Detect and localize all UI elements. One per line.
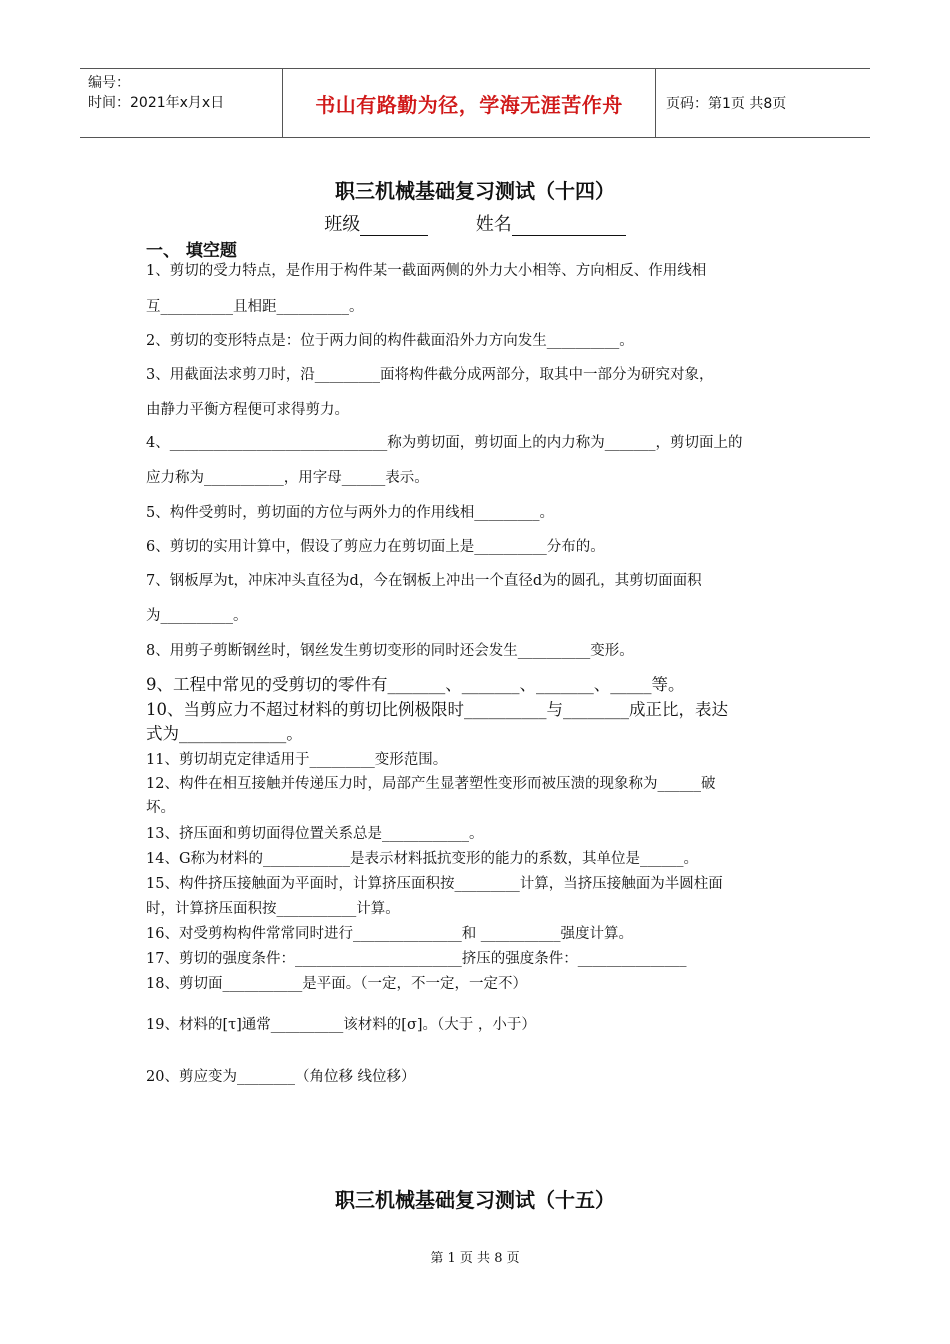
question-17: 17、剪切的强度条件：_______________________挤压的强度条件：_______________: [146, 951, 687, 967]
question-3-line-1: 3、用截面法求剪刀时，沿_________面将构件截分成两部分，取其中一部分为研究对象，: [146, 367, 714, 383]
class-label: 班级: [324, 214, 361, 235]
question-13: 13、挤压面和剪切面得位置关系总是____________。: [146, 826, 484, 842]
question-15-line-2: 时，计算挤压面积按___________计算。: [146, 901, 400, 917]
question-19: 19、材料的[τ]通常__________该材料的[σ]。（大于 ，小于）: [146, 1017, 536, 1033]
header-page-info: 页码：第1页 共8页: [666, 96, 787, 112]
question-9: 9、工程中常见的受剪切的零件有_______、_______、_______、_____等。: [146, 675, 685, 694]
question-20: 20、剪应变为________（角位移 线位移）: [146, 1069, 416, 1085]
question-5: 5、构件受剪时，剪切面的方位与两外力的作用线相_________。: [146, 505, 554, 521]
question-12-line-1: 12、构件在相互接触并传递压力时，局部产生显著塑性变形而被压溃的现象称为______破: [146, 776, 716, 792]
class-blank: [360, 217, 428, 236]
number-label: 编号：: [88, 75, 130, 91]
question-4-line-2: 应力称为___________，用字母______表示。: [146, 470, 429, 486]
section-heading: 一、 填空题: [146, 241, 237, 261]
question-1-line-1: 1、剪切的受力特点，是作用于构件某一截面两侧的外力大小相等、方向相反、作用线相: [146, 263, 707, 279]
question-3-line-2: 由静力平衡方程便可求得剪力。: [146, 402, 349, 418]
header-left: [80, 69, 282, 137]
question-11: 11、剪切胡克定律适用于_________变形范围。: [146, 752, 448, 768]
header-motto: 书山有路勤为径，学海无涯苦作舟: [282, 69, 656, 137]
question-2: 2、剪切的变形特点是：位于两力间的构件截面沿外力方向发生__________。: [146, 333, 634, 349]
class-name-line: [0, 210, 950, 236]
question-8: 8、用剪子剪断钢丝时，钢丝发生剪切变形的同时还会发生__________变形。: [146, 643, 634, 659]
page-footer: 第 1 页 共 8 页: [430, 1251, 520, 1266]
question-14: 14、G称为材料的____________是表示材料抵抗变形的能力的系数，其单位是______。: [146, 851, 699, 867]
question-4-line-1: 4、______________________________称为剪切面，剪切面上的内力称为_______，剪切面上的: [146, 435, 743, 451]
question-6: 6、剪切的实用计算中，假设了剪应力在剪切面上是__________分布的。: [146, 539, 605, 555]
question-16: 16、对受剪构构件常常同时进行_______________和 ___________强度计算。: [146, 926, 634, 942]
name-label: 姓名: [475, 214, 512, 235]
page-header: [80, 68, 870, 138]
question-7-line-2: 为__________。: [146, 608, 248, 624]
question-15-line-1: 15、构件挤压接触面为平面时，计算挤压面积按_________计算，当挤压接触面为半圆柱面: [146, 876, 723, 892]
page-title: 职三机械基础复习测试（十四）: [335, 179, 615, 203]
question-7-line-1: 7、钢板厚为t，冲床冲头直径为d，今在钢板上冲出一个直径d为的圆孔，其剪切面面积: [146, 573, 702, 589]
next-test-title: 职三机械基础复习测试（十五）: [335, 1188, 615, 1212]
time-label: 时间：2021年x月x日: [88, 95, 225, 111]
question-18: 18、剪切面___________是平面。（一定，不一定，一定不）: [146, 976, 527, 992]
question-10-line-2: 式为_____________。: [146, 724, 303, 743]
question-10-line-1: 10、当剪应力不超过材料的剪切比例极限时__________与________成正比，表达: [146, 700, 728, 719]
name-blank: [512, 217, 626, 236]
question-12-line-2: 坏。: [146, 800, 175, 816]
question-1-line-2: 互__________且相距__________。: [146, 299, 364, 315]
